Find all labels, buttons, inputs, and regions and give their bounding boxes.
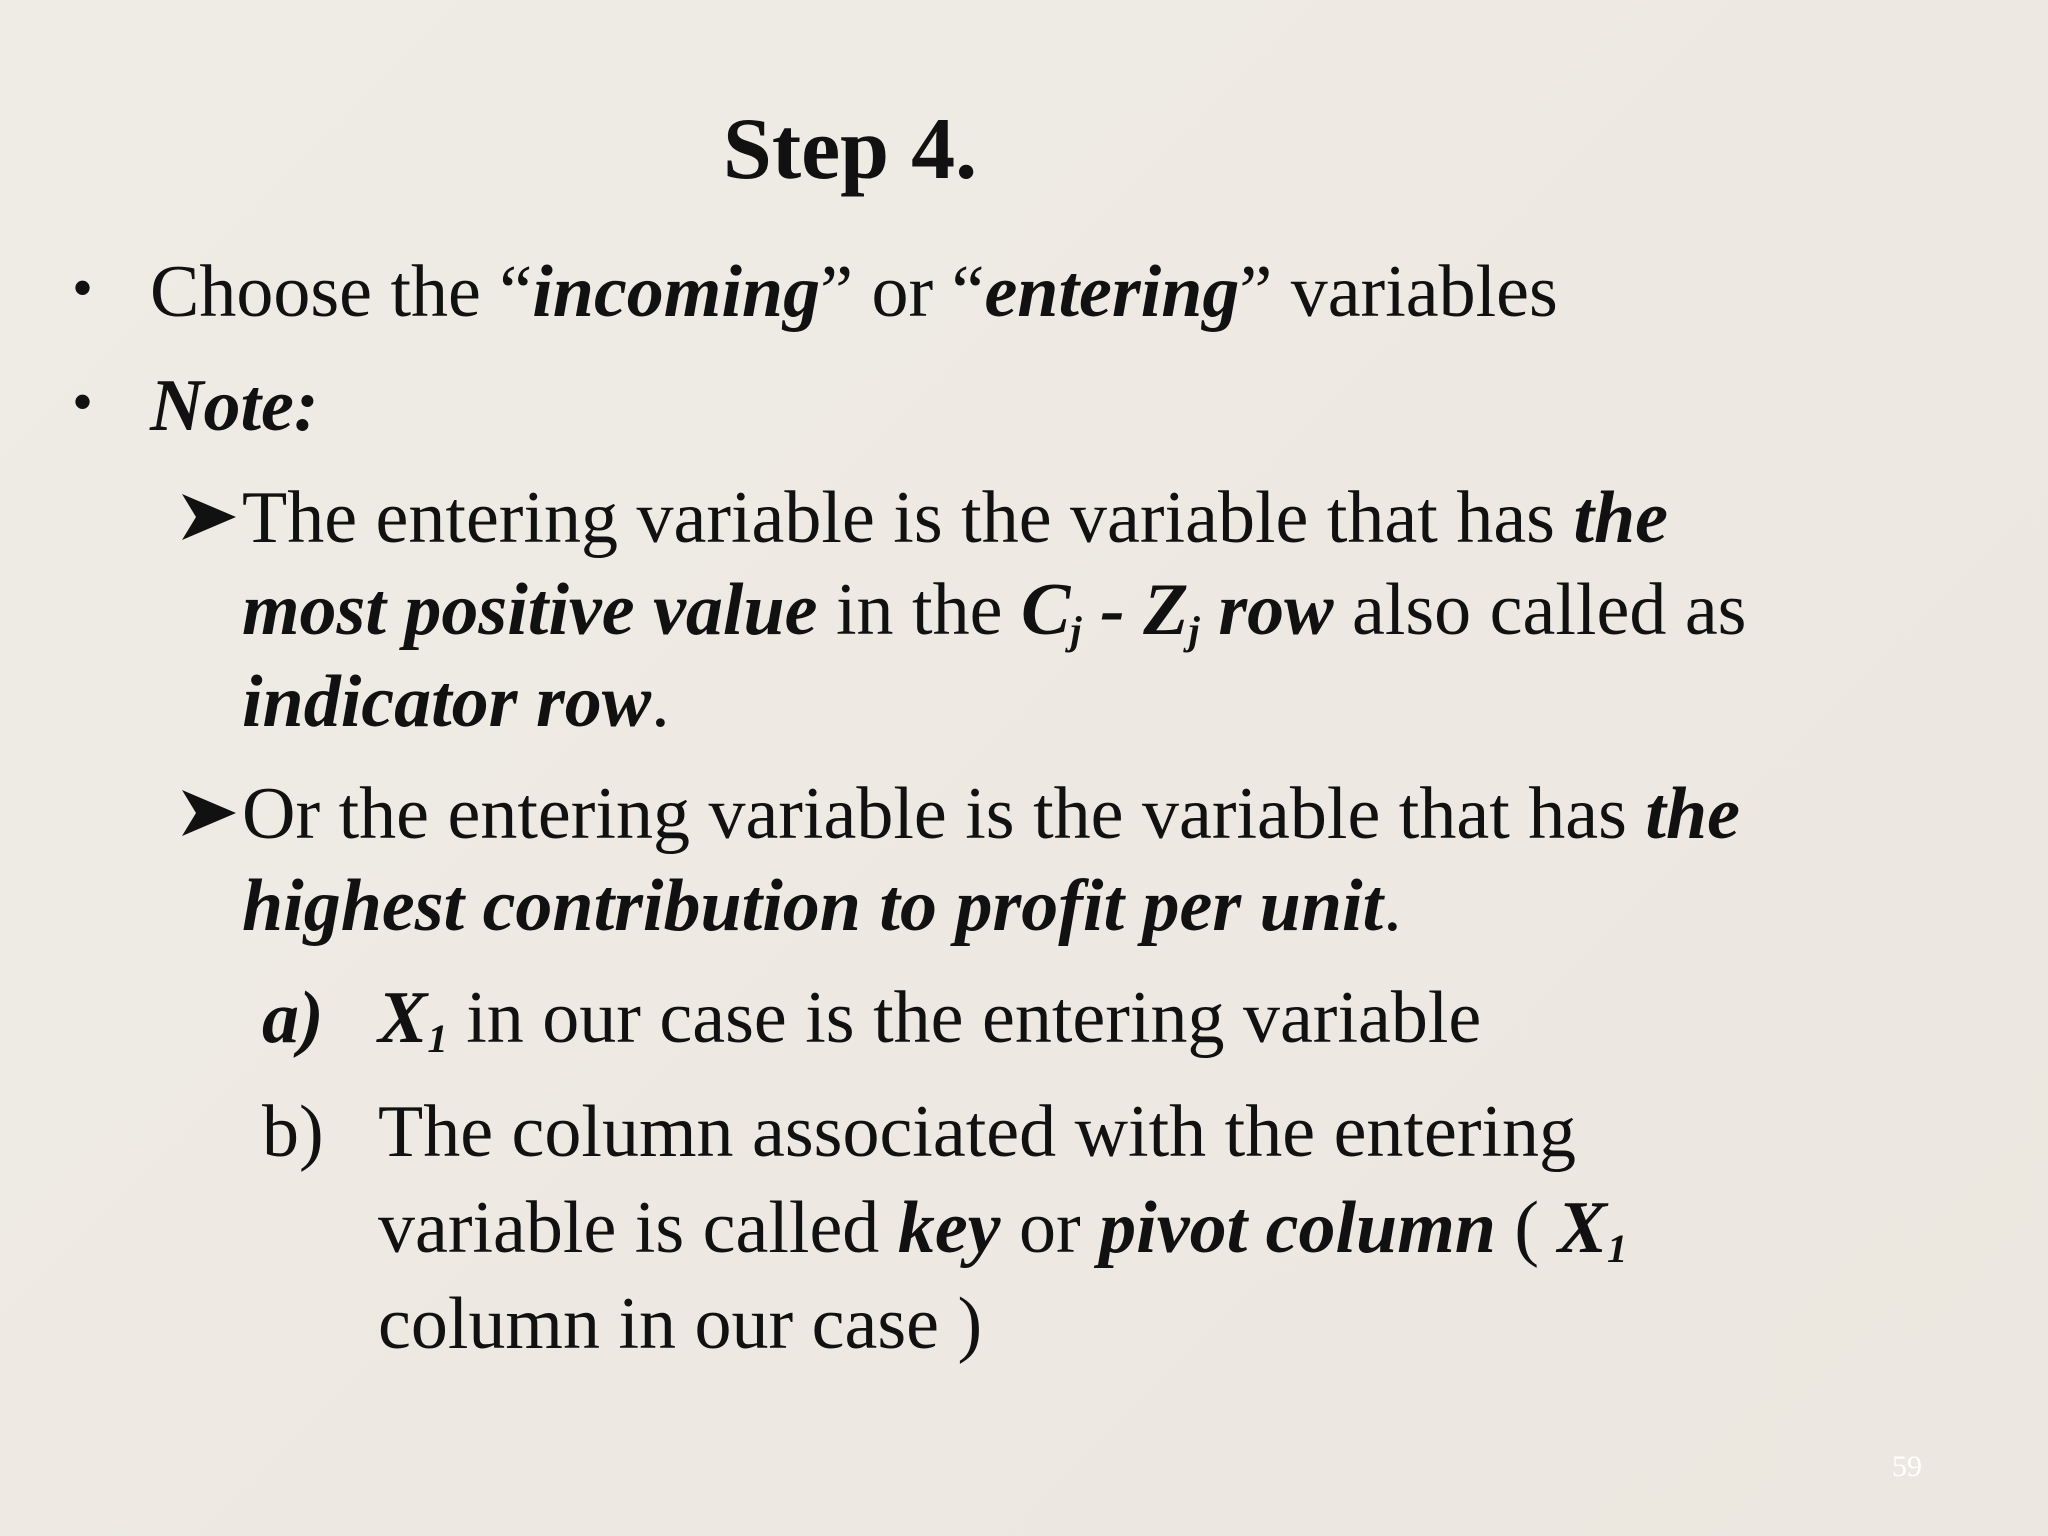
sub1-text-most-positive: most positive value: [242, 569, 818, 651]
bullet-text-entering: entering: [984, 251, 1240, 333]
bullet-text-incoming: incoming: [532, 251, 821, 333]
arrow-bullet-icon: [178, 486, 240, 548]
sub2-text-the: the: [1645, 773, 1740, 855]
minus-symbol: -: [1081, 569, 1144, 651]
bullet-text-suffix: ” variables: [1239, 251, 1558, 333]
bullet-dot-icon: •: [72, 255, 94, 321]
row-word: row: [1199, 569, 1334, 651]
sub-bullet-highest-contribution: [178, 768, 1858, 952]
list-item-b: [262, 1084, 1822, 1372]
cj-subscript: j: [1070, 608, 1082, 654]
cj-zj-expression: [1020, 569, 1334, 654]
sub1-text-1: The entering variable is the variable that has: [242, 477, 1574, 559]
item-b-pivot-column: pivot column: [1099, 1187, 1496, 1269]
item-b-line1: The column associated with the entering: [378, 1091, 1577, 1173]
sub-bullet-most-positive: [178, 472, 1858, 748]
item-b-line3: column in our case ): [378, 1283, 983, 1365]
zj-symbol: Z: [1143, 569, 1189, 651]
sub1-period: .: [651, 661, 670, 743]
list-marker-a: a): [262, 977, 324, 1059]
item-a-text: in our case is the entering variable: [447, 977, 1482, 1059]
item-b-or: or: [1000, 1187, 1100, 1269]
sub2-period: .: [1383, 865, 1402, 947]
sub1-text-indicator-row: indicator row: [242, 661, 652, 743]
slide-title: Step 4.: [722, 101, 978, 198]
item-b-key: key: [897, 1187, 1001, 1269]
sub2-line1: [178, 768, 1858, 860]
sub1-text-also-called: also called as: [1333, 569, 1747, 651]
page-number: 59: [1892, 1450, 1922, 1483]
x-symbol: X: [1557, 1187, 1607, 1269]
note-label: Note:: [150, 365, 319, 447]
sub2-text-highest-contribution: highest contribution to profit per unit: [242, 865, 1384, 947]
sub1-line3: [242, 656, 1858, 748]
zj-subscript: j: [1188, 608, 1200, 654]
x1-symbol: [1557, 1187, 1628, 1272]
list-item-a: [262, 970, 1822, 1066]
arrow-bullet-icon: [178, 782, 240, 844]
list-marker-b: b): [262, 1091, 324, 1173]
sub1-line2: [242, 564, 1858, 656]
sub1-text-in-the: in the: [817, 569, 1021, 651]
item-b-line2: [378, 1180, 1822, 1276]
sub1-text-the: the: [1573, 477, 1669, 559]
item-b-text-1: variable is called: [378, 1187, 898, 1269]
bullet-dot-icon: •: [72, 369, 94, 435]
bullet-choose-variables: [72, 248, 1558, 337]
bullet-text-middle: ” or “: [820, 251, 985, 333]
x1-symbol: [378, 977, 448, 1062]
sub1-line1: [178, 472, 1858, 564]
item-b-open-paren: (: [1495, 1187, 1558, 1269]
cj-symbol: C: [1020, 569, 1071, 651]
sub2-text-1: Or the entering variable is the variable that has: [242, 773, 1646, 855]
x-symbol: X: [378, 977, 428, 1059]
x-subscript: 1: [427, 1016, 448, 1062]
sub2-line2: [242, 860, 1858, 952]
bullet-text-prefix: Choose the “: [150, 251, 533, 333]
bullet-note: [72, 362, 319, 451]
x-subscript: 1: [1606, 1226, 1628, 1272]
